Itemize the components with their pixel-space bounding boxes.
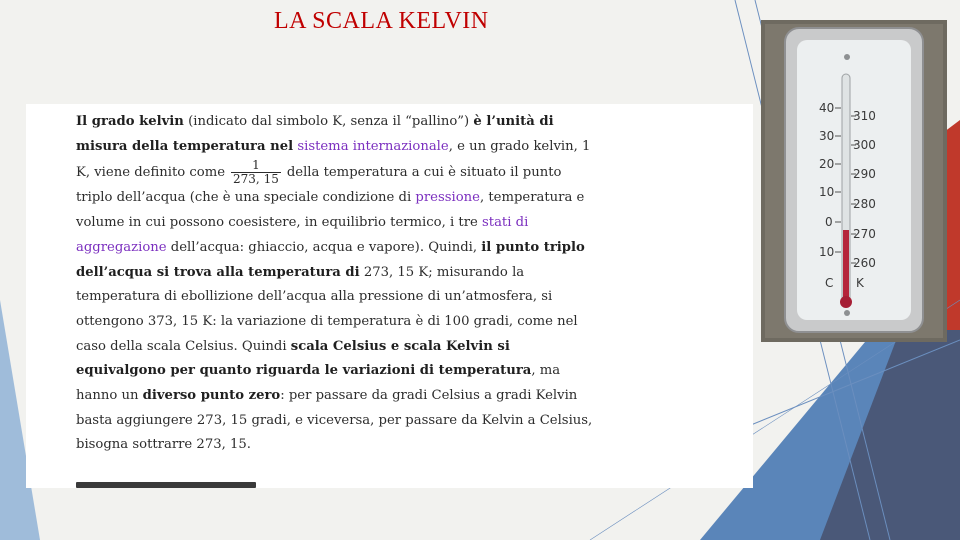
celsius-tick-label: 0 xyxy=(825,215,833,229)
bold-term: è l’unità di misura della temperatura nel xyxy=(76,114,554,154)
text-span: : per passare da gradi Celsius a gradi Kelvin basta aggiungere 273, 15 gradi, e viceversa, per passare da Kelvin a Celsius, bisogna sottrarre 273, 15. xyxy=(76,388,593,453)
fraction-denominator: 273, 15 xyxy=(233,172,279,187)
definition-paragraph xyxy=(76,110,596,458)
kelvin-tick-label: 290 xyxy=(853,167,876,181)
red-liquid-column xyxy=(843,230,849,306)
celsius-tick-label: 10 xyxy=(819,245,835,259)
kelvin-unit-label: K xyxy=(856,276,864,290)
kelvin-tick-label: 280 xyxy=(853,197,876,211)
thermometer-photo xyxy=(761,20,947,342)
text-span: della temperatura a cui è situato il punto triplo dell’acqua (che è una speciale condizione di xyxy=(76,165,562,206)
text-span: dell’acqua: ghiaccio, acqua e vapore). Quindi, xyxy=(166,239,482,255)
kelvin-tick-label: 300 xyxy=(853,138,876,152)
celsius-tick-label: 40 xyxy=(819,101,835,115)
link-sistema-internazionale[interactable]: sistema internazionale xyxy=(297,138,449,154)
kelvin-tick-label: 270 xyxy=(853,227,876,241)
mounting-screw-bottom xyxy=(844,310,850,316)
text-span: , temperatura e volume in cui possono coesistere, in equilibrio termico, i tre xyxy=(76,190,585,231)
bold-term: il punto triplo dell’acqua si trova alla temperatura di xyxy=(76,239,585,280)
kelvin-tick-label: 310 xyxy=(853,109,876,123)
text-span: , e un grado kelvin, 1 K, viene definito come xyxy=(76,138,591,181)
celsius-tick-label: 30 xyxy=(819,129,835,143)
mounting-screw-top xyxy=(844,54,850,60)
link-pressione[interactable]: pressione xyxy=(415,190,480,206)
text-span: , ma hanno un xyxy=(76,363,561,404)
cut-off-heading xyxy=(76,482,256,488)
celsius-unit-label: C xyxy=(825,276,834,290)
text-span: (indicato dal simbolo K, senza il “pallino”) xyxy=(183,114,474,129)
thermometer-bulb xyxy=(840,296,852,308)
bold-term: Il grado kelvin xyxy=(76,114,184,129)
fraction-numerator: 1 xyxy=(252,158,260,173)
text-span: 273, 15 K; misurando la temperatura di ebollizione dell’acqua alla pressione di un’atmosfera, si ottengono 373, 15 K: la variazione di temperatura è di 100 gradi, come nel caso della scala Celsius. Quindi xyxy=(76,264,578,354)
bold-term: diverso punto zero xyxy=(142,388,281,404)
bold-term: scala Celsius e scala Kelvin si equivalgono per quanto riguarda le variazioni di temperatura xyxy=(76,338,532,379)
celsius-tick-label: 10 xyxy=(819,185,835,199)
celsius-tick-label: 20 xyxy=(819,157,835,171)
definition-text-card xyxy=(26,104,753,488)
fraction xyxy=(231,159,281,186)
kelvin-tick-label: 260 xyxy=(853,256,876,270)
slide-title: LA SCALA KELVIN xyxy=(274,8,489,34)
link-stati-di-aggregazione[interactable]: stati di aggregazione xyxy=(76,215,529,255)
